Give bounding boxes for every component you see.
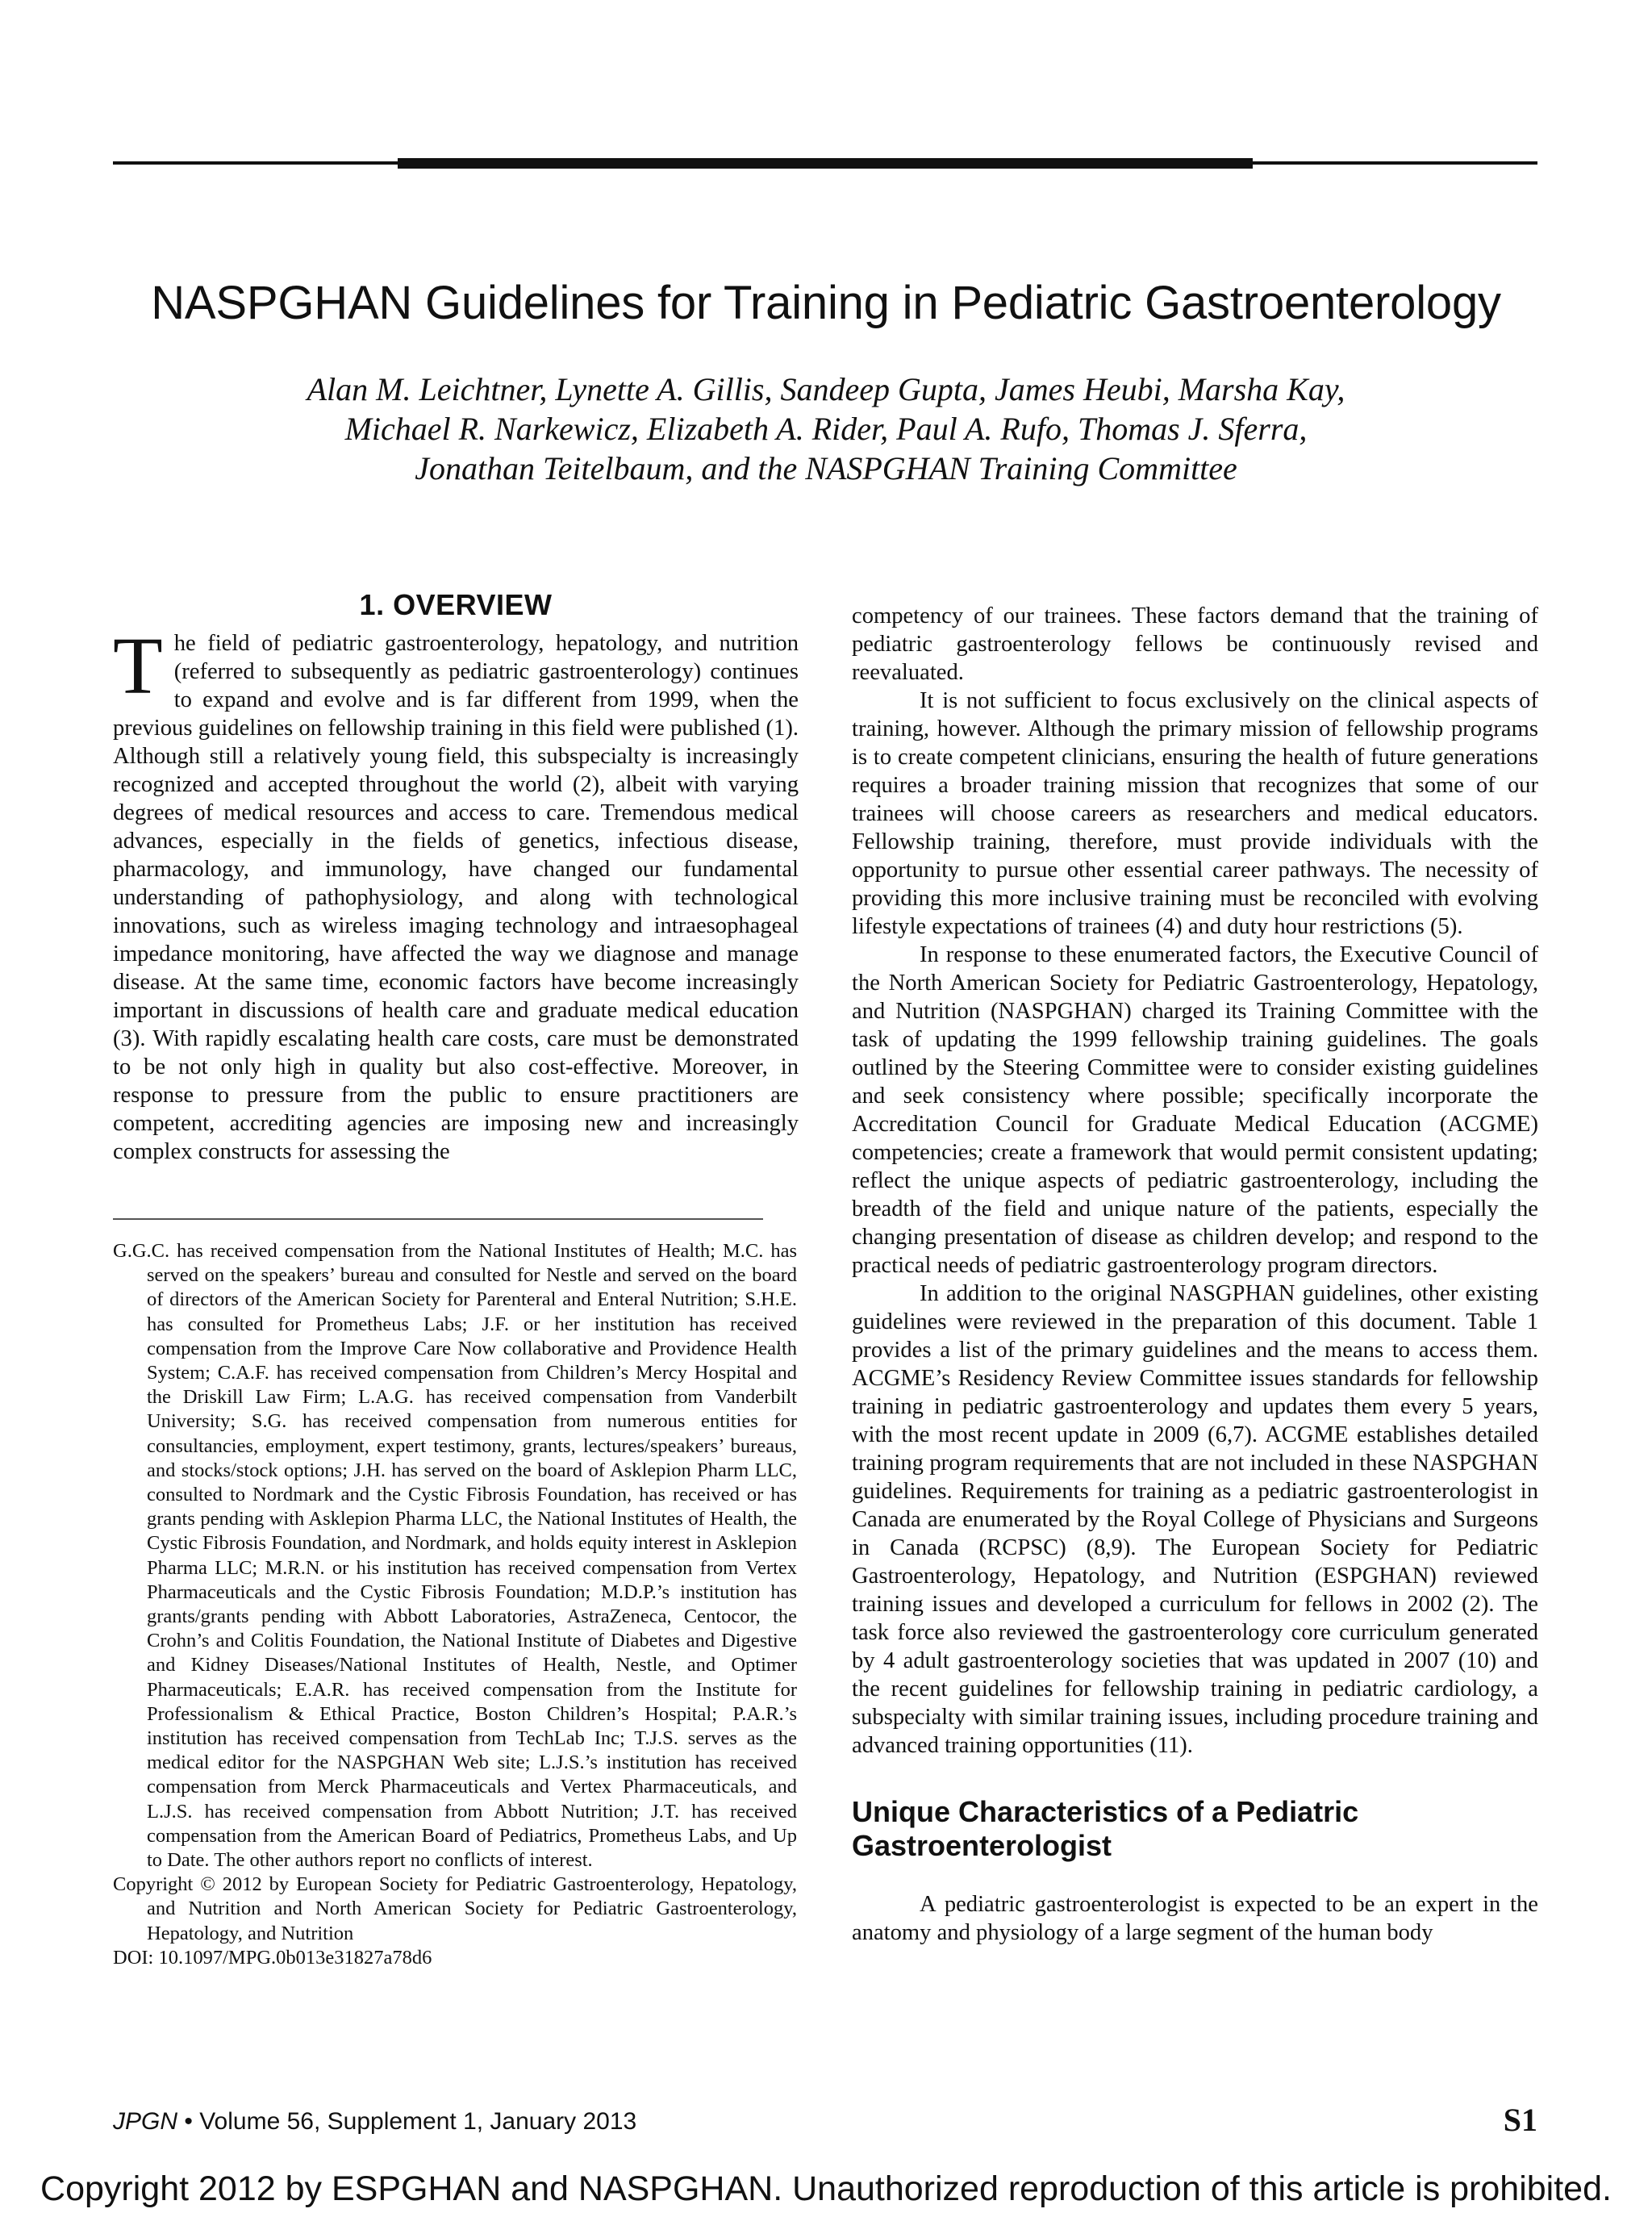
disclosure-note: G.G.C. has received compensation from the National Institutes of Health; M.C. has served on the speakers’ bureau and consulted for Nestle and served on the board of directors of the American Society for Parenteral and Enteral Nutrition; S.H.E. has consulted for Prometheus Labs; J.F. or her institution has received compensation from the Improve Care Now collaborative and Providence Health System; C.A.F. has received compensation from Children’s Mercy Hospital and the Driskill Law Firm; L.A.G. has received compensation from Vanderbilt University; S.G. has received compensation from numerous entities for consultancies, employment, expert testimony, grants, lectures/speakers’ bureaus, and stocks/stock options; J.H. has served on the board of Asklepion Pharm LLC, consulted to Nordmark and the Cystic Fibrosis Foundation, has received or has grants pending with Asklepion Pharma LLC, the National Institutes of Health, the Cystic Fibrosis Foundation, and Nordmark, and holds equity interest in Asklepion Pharma LLC; M.R.N. or his institution has received compensation from Vertex Pharmaceuticals and the Cystic Fibrosis Foundation; M.D.P.’s institution has grants/grants pending with Abbott Laboratories, AstraZeneca, Centocor, the Crohn’s and Colitis Foundation, the National Institute of Diabetes and Digestive and Kidney Diseases/National Institutes of Health, Nestle, and Optimer Pharmaceuticals; E.A.R. has received compensation from the Institute for Professionalism & Ethical Practice, Boston Children’s Hospital; P.A.R.’s institution has received compensation from TechLab Inc; T.J.S. serves as the medical editor for the NASPGHAN Web site; L.J.S.’s institution has received compensation from Merck Pharmaceuticals and Vertex Pharmaceuticals, and L.J.S. has received compensation from Abbott Nutrition; J.T. has received compensation from the American Board of Pediatrics, Prometheus Labs, and Up to Date. The other authors report no conflicts of interest. — [113, 1240, 797, 1872]
copyright-banner: Copyright 2012 by ESPGHAN and NASPGHAN. Unauthorized reproduction of this article is prohibited. — [40, 2169, 1612, 2208]
paragraph: It is not sufficient to focus exclusively on the clinical aspects of training, however. Although the primary mission of fellowship programs is to create competent clinicians, ensuring the health of future generations requires a broader training mission that recognizes that some of our trainees will choose careers as researchers and medical educators. Fellowship training, therefore, must provide individuals with the opportunity to pursue other essential career pathways. The necessity of providing this more inclusive training must be reconciled with evolving lifestyle expectations of trainees (4) and duty hour restrictions (5). — [852, 688, 1538, 939]
overview-text: he field of pediatric gastroenterology, hepatology, and nutrition (referred to subsequently as pediatric gastroenterology) continues to expand and evolve and is far different from 1999, when the previous guidelines on fellowship training in this field were published (1). Although still a relatively young field, this subspecialty is increasingly recognized and accepted throughout the world (2), albeit with varying degrees of medical resources and access to care. Tremendous medical advances, especially in the fields of genetics, infectious disease, pharmacology, and immunology, have changed our fundamental understanding of pathophysiology, and along with technological innovations, such as wireless imaging technology and intraesophageal impedance monitoring, have affected the way we diagnose and manage disease. At the same time, economic factors have become increasingly important in discussions of health care and graduate medical education (3). With rapidly escalating health care costs, care must be demonstrated to be not only high in quality but also cost-effective. Moreover, in response to pressure from the public to ensure practitioners are competent, accrediting agencies are imposing new and increasingly complex constructs for assessing the — [113, 631, 799, 1164]
journal-footer — [113, 2107, 636, 2136]
drop-cap: T — [113, 620, 163, 711]
footnote-rule — [113, 1218, 763, 1220]
header-rule-thick — [398, 158, 1253, 169]
author-list — [0, 370, 1652, 488]
footnote — [113, 1239, 797, 1970]
paragraph: A pediatric gastroenterologist is expected to be an expert in the anatomy and physiology of a large segment of the human body — [852, 1892, 1538, 1945]
author-line: Alan M. Leichtner, Lynette A. Gillis, Sandeep Gupta, James Heubi, Marsha Kay, — [307, 371, 1345, 407]
paragraph: In response to these enumerated factors, the Executive Council of the North American Society for Pediatric Gastroenterology, Hepatology, and Nutrition (NASPGHAN) charged its Training Committee with the task of updating the 1999 fellowship training guidelines. The goals outlined by the Steering Committee were to consider existing guidelines and seek consistency where possible; specifically incorporate the Accreditation Council for Graduate Medical Education (ACGME) competencies; create a framework that would permit consistent updating; reflect the unique aspects of pediatric gastroenterology, including the breadth of the field and unique nature of the patients, especially the changing presentation of disease as children develop; and respond to the practical needs of pediatric gastroenterology program directors. — [852, 942, 1538, 1278]
subsection-heading: Unique Characteristics of a Pediatric Gastroenterologist — [852, 1795, 1359, 1862]
overview-paragraph — [113, 620, 799, 1166]
journal-name: JPGN — [113, 2108, 178, 2135]
doi-note: DOI: 10.1097/MPG.0b013e31827a78d6 — [113, 1946, 432, 1969]
issue-info: • Volume 56, Supplement 1, January 2013 — [177, 2108, 637, 2135]
section-heading: 1. OVERVIEW — [359, 588, 553, 621]
paragraph: In addition to the original NASGPHAN guidelines, other existing guidelines were reviewed in the preparation of this document. Table 1 provides a list of the primary guidelines and the means to access them. ACGME’s Residency Review Committee issues standards for fellowship training in pediatric gastroenterology and updates them every 5 years, with the most recent update in 2009 (6,7). ACGME establishes detailed training program requirements that are not included in these NASPGHAN guidelines. Requirements for training as a pediatric gastroenterologist in Canada are enumerated by the Royal College of Physicians and Surgeons in Canada (RCPSC) (8,9). The European Society for Pediatric Gastroenterology, Hepatology, and Nutrition (ESPGHAN) reviewed training issues and developed a curriculum for fellows in 2002 (2). The task force also reviewed the gastroenterology core curriculum generated by 4 adult gastroenterology societies that was updated in 2007 (10) and the recent guidelines for fellowship training in pediatric cardiology, a subspecialty with similar training issues, including procedure training and advanced training opportunities (11). — [852, 1281, 1538, 1758]
page-number: S1 — [1503, 2102, 1537, 2138]
left-column — [113, 587, 799, 1166]
article-title: NASPGHAN Guidelines for Training in Pediatric Gastroenterology — [151, 277, 1501, 329]
copyright-note: Copyright © 2012 by European Society for Pediatric Gastroenterology, Hepatology, and Nutrition and North American Society for Pediatric Gastroenterology, Hepatology, and Nutrition — [113, 1873, 797, 1944]
author-line: Michael R. Narkewicz, Elizabeth A. Rider, Paul A. Rufo, Thomas J. Sferra, — [344, 411, 1308, 447]
author-line: Jonathan Teitelbaum, and the NASPGHAN Training Committee — [415, 450, 1237, 486]
right-column — [852, 602, 1538, 1947]
paragraph: competency of our trainees. These factors demand that the training of pediatric gastroenterology fellows be continuously revised and reevaluated. — [852, 603, 1538, 685]
